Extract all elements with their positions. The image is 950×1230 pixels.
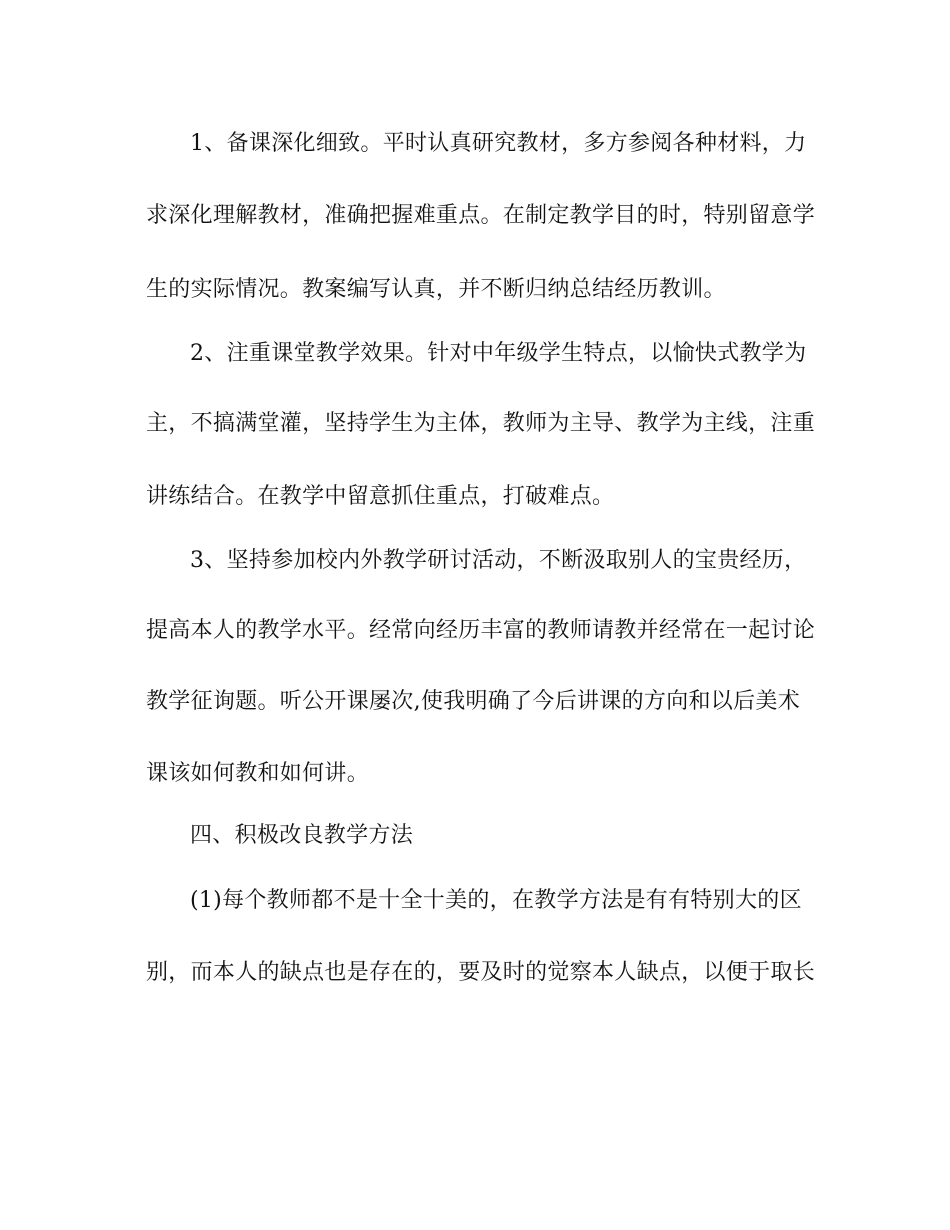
paragraph-2-line-1: 2、注重课堂教学效果。针对中年级学生特点，以愉快式教学为	[190, 341, 807, 366]
paragraph-1-line-1: 1、备课深化细致。平时认真研究教材，多方参阅各种材料，力	[190, 131, 807, 156]
paragraph-1-line-3: 生的实际情况。教案编写认真，并不断归纳总结经历教训。	[146, 277, 726, 302]
paragraph-2-line-3: 讲练结合。在教学中留意抓住重点，打破难点。	[146, 484, 615, 509]
paragraph-1-line-2: 求深化理解教材，准确把握难重点。在制定教学目的时，特别留意学	[146, 203, 816, 228]
paragraph-4-line-1: (1)每个教师都不是十全十美的，在教学方法是有有特别大的区	[190, 888, 802, 913]
paragraph-3-line-4: 课该如何教和如何讲。	[146, 761, 370, 786]
paragraph-2-line-2: 主，不搞满堂灌，坚持学生为主体，教师为主导、教学为主线，注重	[146, 411, 816, 436]
paragraph-3-line-2: 提高本人的教学水平。经常向经历丰富的教师请教并经常在一起讨论	[146, 618, 816, 643]
paragraph-3-line-1: 3、坚持参加校内外教学研讨活动，不断汲取别人的宝贵经历，	[190, 548, 807, 573]
section-heading: 四、积极改良教学方法	[190, 823, 414, 848]
paragraph-4-line-2: 别，而本人的缺点也是存在的，要及时的觉察本人缺点，以便于取长	[146, 960, 816, 985]
paragraph-3-line-3: 教学征询题。听公开课屡次,使我明确了今后讲课的方向和以后美术	[146, 689, 800, 714]
